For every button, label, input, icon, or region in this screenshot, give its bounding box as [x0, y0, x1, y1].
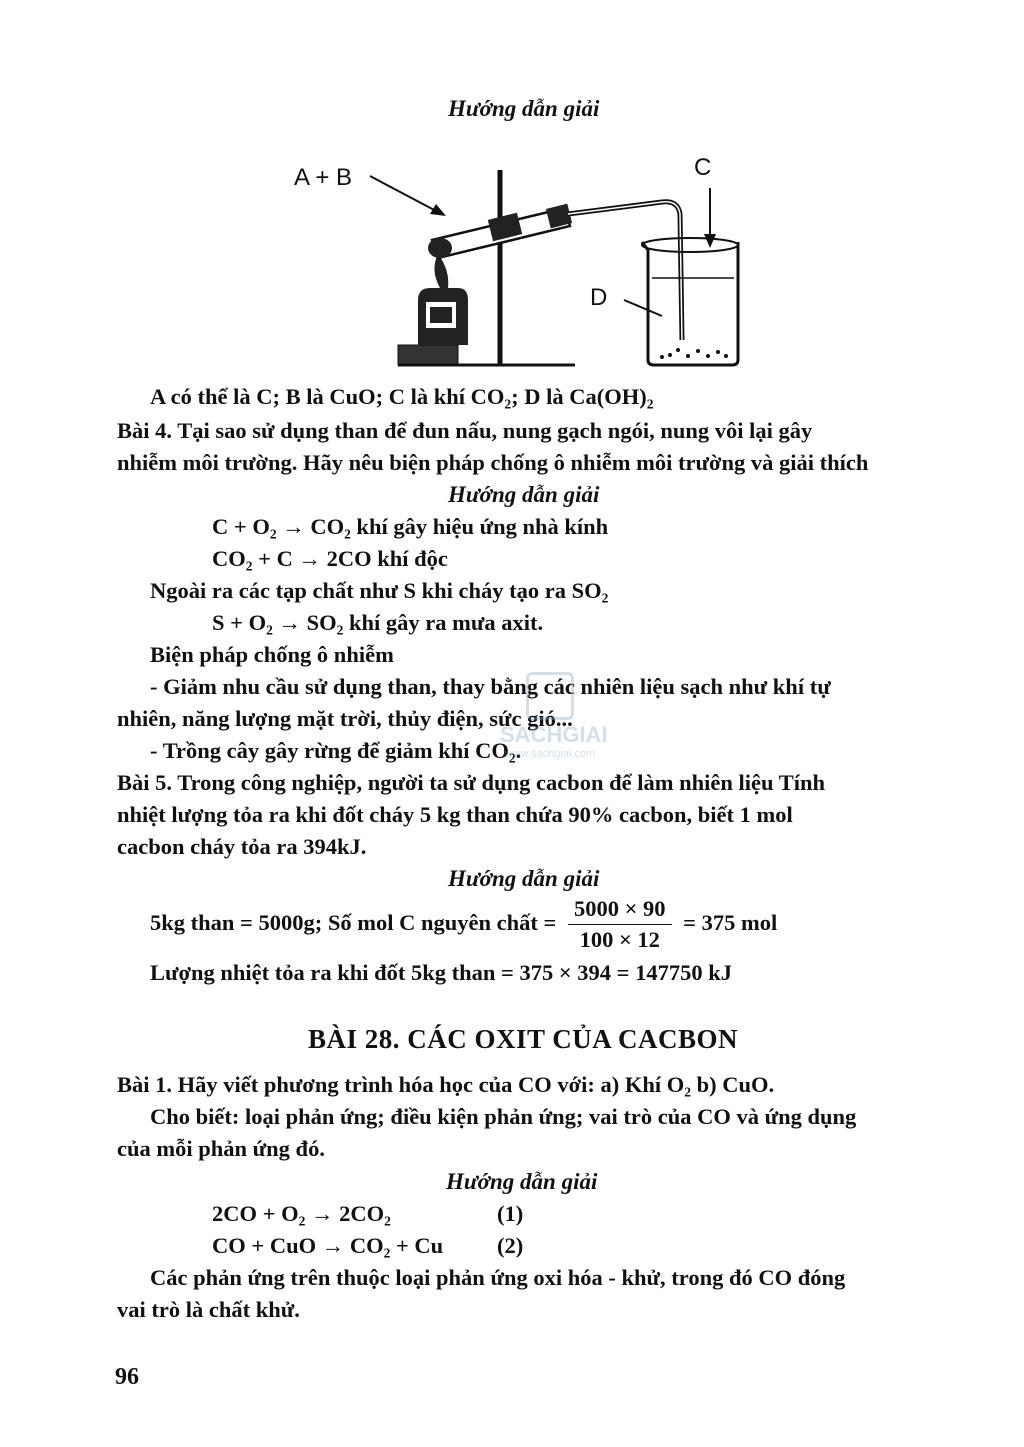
bai4-text4: nhiên, năng lượng mặt trời, thủy điện, sức gió...: [117, 706, 573, 731]
bai1-text1: Các phản ứng trên thuộc loại phản ứng oxi hóa - khử, trong đó CO đóng: [150, 1265, 846, 1290]
heading-solution: Hướng dẫn giải: [448, 96, 600, 121]
bai4-eq3: S + O₂ → SO₂ khí gây ra mưa axit.: [212, 610, 544, 635]
bai5-heading: Hướng dẫn giải: [448, 866, 600, 891]
bai4-line1: [117, 416, 812, 446]
bai1-eq2: CO + CuO → CO₂ + Cu: [212, 1233, 444, 1258]
bai1-line2: Cho biết: loại phản ứng; điều kiện phản ứng; vai trò của CO và ứng dụng: [150, 1104, 857, 1129]
apparatus-drawing: [290, 150, 760, 375]
bai1-line3: của mỗi phản ứng đó.: [117, 1136, 325, 1161]
bai5-line1: [117, 768, 825, 798]
bai4-text5: - Trồng cây gây rừng để giảm khí CO₂.: [150, 738, 522, 763]
bai5-calc: [150, 893, 777, 955]
lab-apparatus-diagram: [290, 150, 760, 375]
bai1-heading: Hướng dẫn giải: [446, 1169, 598, 1194]
watermark-icon: [526, 672, 574, 720]
watermark-logo: [500, 672, 608, 760]
bai4-question: Tại sao sử dụng than để đun nấu, nung gạch ngói, nung vôi lại gây: [172, 418, 813, 443]
page-number: 96: [115, 1364, 139, 1390]
bai1-line1: [117, 1070, 774, 1100]
bai1-eq2-number: (2): [497, 1233, 524, 1258]
bai1-question: Hãy viết phương trình hóa học của CO với: a) Khí O₂ b) CuO.: [172, 1072, 775, 1097]
caption-substances: A có thể là C; B là CuO; C là khí CO₂; D là Ca(OH)₂: [150, 384, 654, 409]
bai1-label: Bài 1.: [117, 1072, 173, 1097]
bai4-text3: - Giảm nhu cầu sử dụng than, thay bằng các nhiên liệu sạch như khí tự: [150, 674, 831, 699]
watermark-site: www.sachgiai.com: [504, 748, 596, 760]
watermark-brand: SACHGIAI: [500, 722, 608, 747]
bai5-question: Trong công nghiệp, người ta sử dụng cacbon để làm nhiên liệu Tính: [172, 770, 825, 795]
bai4-label: Bài 4.: [117, 418, 173, 443]
bai4-eq2: CO₂ + C → 2CO khí độc: [212, 546, 448, 571]
bai1-eq1: 2CO + O₂ → 2CO₂: [212, 1201, 391, 1226]
mole-fraction: [568, 894, 672, 955]
bai4-text2: Biện pháp chống ô nhiễm: [150, 642, 394, 667]
label-c: C: [694, 154, 712, 181]
bai4-text1: Ngoài ra các tạp chất như S khi cháy tạo ra SO₂: [150, 578, 609, 603]
bai4-eq1: C + O₂ → CO₂ khí gây hiệu ứng nhà kính: [212, 514, 609, 539]
bai5-line3: cacbon cháy tỏa ra 394kJ.: [117, 834, 367, 859]
bai5-label: Bài 5.: [117, 770, 173, 795]
label-d: D: [590, 284, 608, 311]
fraction-numerator: 5000 × 90: [568, 894, 672, 925]
bai4-heading: Hướng dẫn giải: [448, 482, 600, 507]
bai1-text2: vai trò là chất khử.: [117, 1297, 300, 1322]
section-title: BÀI 28. CÁC OXIT CỦA CACBON: [308, 1024, 739, 1054]
bai5-result: Lượng nhiệt tỏa ra khi đốt 5kg than = 375 × 394 = 147750 kJ: [150, 960, 733, 985]
bai5-calc-prefix: 5kg than = 5000g; Số mol C nguyên chất =: [150, 910, 557, 935]
bai1-eq1-number: (1): [497, 1201, 524, 1226]
bai4-line2: nhiễm môi trường. Hãy nêu biện pháp chống ô nhiễm môi trường và giải thích: [117, 450, 869, 475]
fraction-denominator: 100 × 12: [579, 927, 660, 953]
bai5-calc-suffix: = 375 mol: [683, 910, 778, 935]
bai5-line2: nhiệt lượng tỏa ra khi đốt cháy 5 kg than chứa 90% cacbon, biết 1 mol: [117, 802, 793, 827]
label-a-plus-b: A + B: [294, 164, 353, 191]
